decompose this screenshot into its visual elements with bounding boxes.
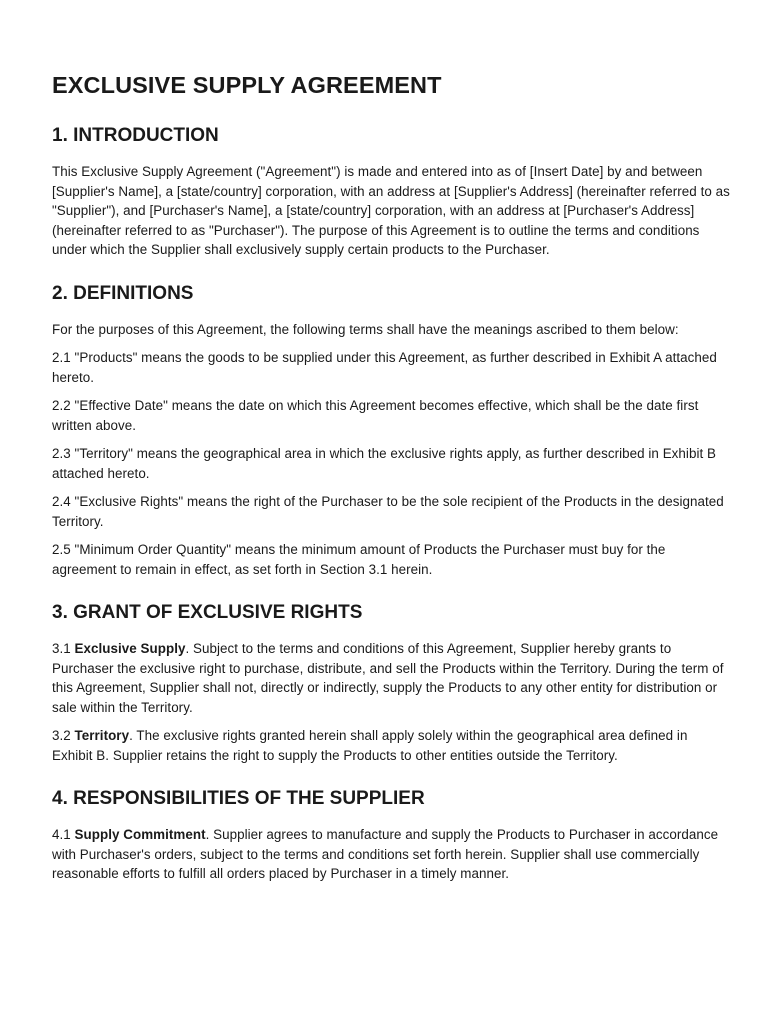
section-heading-introduction: 1. INTRODUCTION bbox=[52, 125, 219, 146]
document-title: EXCLUSIVE SUPPLY AGREEMENT bbox=[52, 72, 442, 98]
definition-minimum-order-quantity: 2.5 "Minimum Order Quantity" means the minimum amount of Products the Purchaser must buy for the agreement to remain in effect, as set forth in Section 3.1 herein. bbox=[52, 542, 666, 577]
clause-term: Territory bbox=[74, 728, 130, 743]
clause-number: 3.2 bbox=[52, 728, 75, 743]
definitions-intro-paragraph: For the purposes of this Agreement, the following terms shall have the meanings ascribed to them below: bbox=[52, 321, 679, 337]
definition-territory: 2.3 "Territory" means the geographical area in which the exclusive rights apply, as further described in Exhibit B attached hereto. bbox=[52, 446, 716, 481]
section-introduction bbox=[52, 124, 730, 260]
definition-products: 2.1 "Products" means the goods to be supplied under this Agreement, as further described in Exhibit A attached hereto. bbox=[52, 350, 717, 385]
clause-text: . The exclusive rights granted herein shall apply solely within the geographical area defined in Exhibit B. Supplier retains the right to supply the Products to other entities outside the Territory. bbox=[52, 728, 688, 763]
clause-number: 4.1 bbox=[52, 827, 75, 842]
introduction-paragraph: This Exclusive Supply Agreement ("Agreement") is made and entered into as of [Insert Date] by and between [Supplier's Name], a [state/country] corporation, with an address at [Supplier's Address] (hereinafter referred to as "Supplier"), and [Purchaser's Name], a [state/country] corporation, with an address at [Purchaser's Address] (hereinafter referred to as "Purchaser"). The purpose of this Agreement is to outline the terms and conditions under which the Supplier shall exclusively supply certain products to the Purchaser. bbox=[52, 164, 730, 257]
clause-3-1 bbox=[52, 639, 730, 717]
section-heading-grant: 3. GRANT OF EXCLUSIVE RIGHTS bbox=[52, 602, 363, 623]
clause-term: Exclusive Supply bbox=[74, 641, 186, 656]
definition-effective-date: 2.2 "Effective Date" means the date on which this Agreement becomes effective, which shall be the date first written above. bbox=[52, 398, 699, 433]
clause-3-2 bbox=[52, 726, 730, 765]
section-responsibilities-of-supplier bbox=[52, 787, 730, 884]
clause-text: . Subject to the terms and conditions of this Agreement, Supplier hereby grants to Purchaser the exclusive right to purchase, distribute, and sell the Products within the Territory. During the term of this Agreement, Supplier shall not, directly or indirectly, supply the Products to any other entity for distribution or sale within the Territory. bbox=[52, 641, 724, 715]
section-heading-responsibilities: 4. RESPONSIBILITIES OF THE SUPPLIER bbox=[52, 788, 425, 809]
section-heading-definitions: 2. DEFINITIONS bbox=[52, 282, 194, 304]
definition-exclusive-rights: 2.4 "Exclusive Rights" means the right of the Purchaser to be the sole recipient of the Products in the designated Territory. bbox=[52, 494, 724, 529]
section-definitions bbox=[52, 282, 730, 580]
clause-term: Supply Commitment bbox=[74, 827, 206, 842]
clause-text: . Supplier agrees to manufacture and supply the Products to Purchaser in accordance with Purchaser's orders, subject to the terms and conditions set forth herein. Supplier shall use commercially reasonable efforts to fulfill all orders placed by Purchaser in a timely manner. bbox=[52, 827, 719, 881]
section-grant-of-exclusive-rights bbox=[52, 601, 730, 765]
clause-4-1 bbox=[52, 825, 730, 884]
clause-number: 3.1 bbox=[52, 641, 75, 656]
